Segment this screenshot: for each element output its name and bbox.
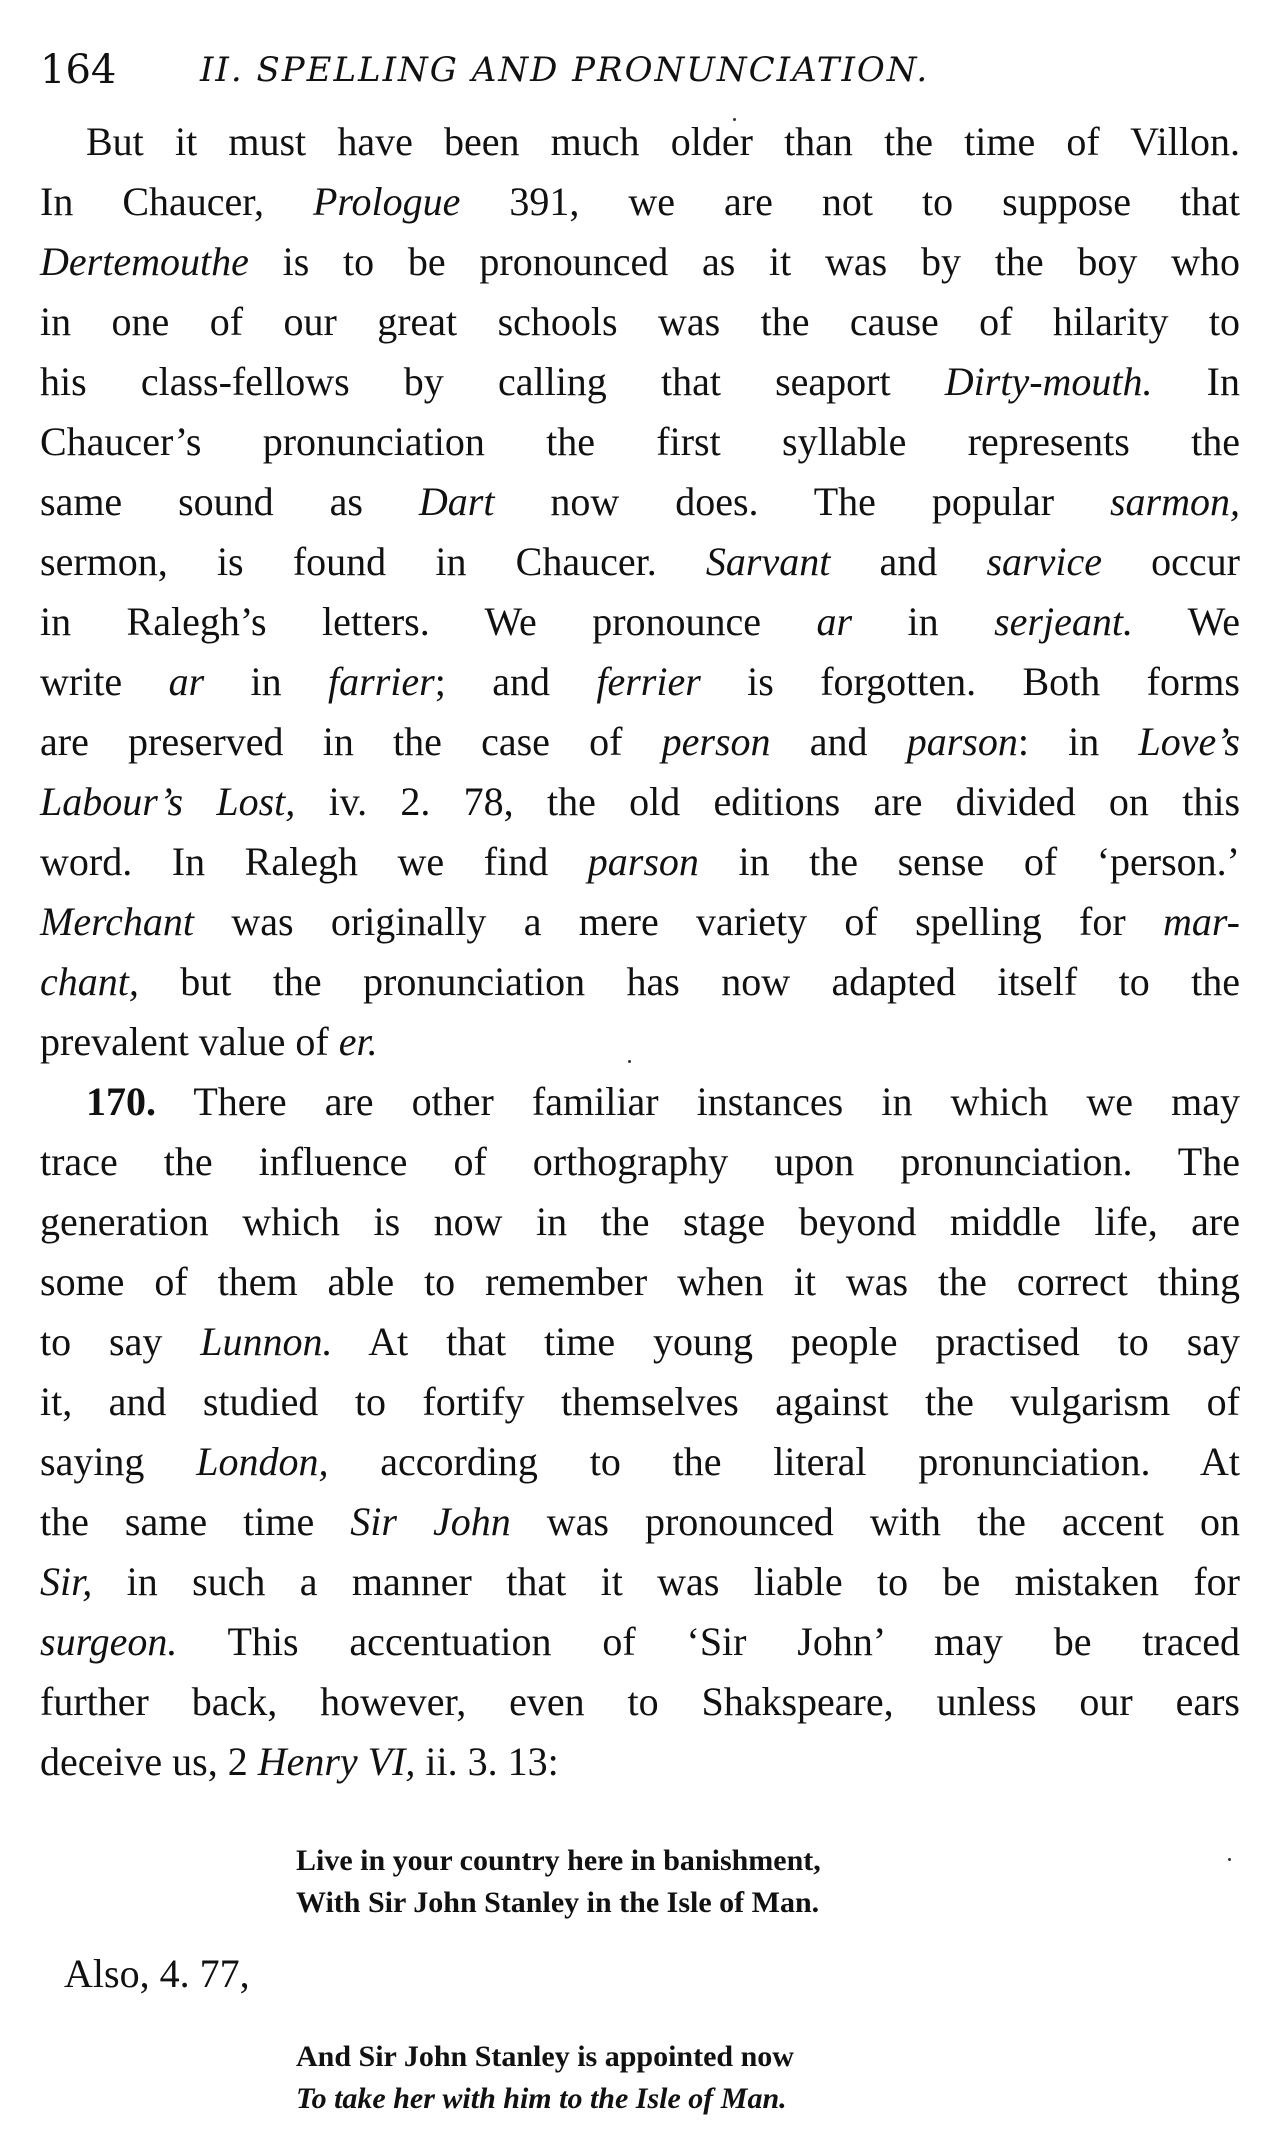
text-run: now does. The popular xyxy=(494,479,1110,524)
italic-run: Love’s xyxy=(1138,719,1240,764)
speck xyxy=(1228,1858,1231,1861)
text-run: 391, we are not to suppose that xyxy=(460,179,1241,224)
verse-quote-1 xyxy=(296,1840,1096,1924)
text-run: At that time young people practised to say xyxy=(332,1319,1241,1364)
italic-run: surgeon. xyxy=(40,1619,178,1664)
page-number: 164 xyxy=(40,47,117,93)
text-line xyxy=(40,1192,1240,1252)
text-run: further back, however, even to Shakspeare, unless our ears xyxy=(40,1679,1240,1724)
section-number: 170. xyxy=(86,1079,156,1124)
body-text xyxy=(40,112,1240,1792)
text-line xyxy=(40,172,1240,232)
text-run: in xyxy=(204,659,329,704)
text-run: Chaucer’s pronunciation the first syllable represents the xyxy=(40,419,1240,464)
italic-run: London, xyxy=(196,1439,329,1484)
text-run: and xyxy=(770,719,907,764)
verse-line: With Sir John Stanley in the Isle of Man. xyxy=(296,1886,820,1919)
italic-run: Dirty-mouth. xyxy=(944,359,1153,404)
italic-run: Sir John xyxy=(350,1499,511,1544)
text-line xyxy=(40,1612,1240,1672)
text-run: same sound as xyxy=(40,479,419,524)
verse-line: Live in your country here in banishment, xyxy=(296,1844,821,1877)
text-run: is to be pronounced as it was by the boy who xyxy=(248,239,1240,284)
text-line xyxy=(40,1672,1240,1732)
text-line xyxy=(40,292,1240,352)
text-line xyxy=(40,1132,1240,1192)
text-run: are preserved in the case of xyxy=(40,719,662,764)
text-run: some of them able to remember when it was the correct thing xyxy=(40,1259,1240,1304)
text-run: in Ralegh’s letters. We pronounce xyxy=(40,599,817,644)
text-line xyxy=(40,712,1240,772)
text-line xyxy=(40,652,1240,712)
verse-line: And Sir John Stanley is appointed now xyxy=(296,2040,794,2073)
text-run: in the sense of ‘person.’ xyxy=(698,839,1240,884)
italic-run: Sarvant xyxy=(705,539,831,584)
text-run: but the pronunciation has now adapted itself to the xyxy=(138,959,1240,1004)
text-run: But it must have been much older than the time of Villon. xyxy=(86,119,1240,164)
italic-run: farrier xyxy=(328,659,435,704)
text-run: word. In Ralegh we find xyxy=(40,839,588,884)
italic-run: Merchant xyxy=(40,899,195,944)
running-title: II. SPELLING AND PRONUNCIATION. xyxy=(200,50,930,90)
italic-run: Prologue xyxy=(313,179,461,224)
text-line xyxy=(40,1252,1240,1312)
text-run: deceive us, 2 xyxy=(40,1739,258,1784)
text-line xyxy=(40,472,1240,532)
paragraph xyxy=(40,1072,1240,1792)
italic-run: serjeant. xyxy=(994,599,1133,644)
text-line xyxy=(40,1312,1240,1372)
text-run: This accentuation of ‘Sir John’ may be traced xyxy=(177,1619,1240,1664)
text-line xyxy=(40,1012,1240,1072)
text-line xyxy=(40,1372,1240,1432)
italic-run: mar- xyxy=(1163,899,1240,944)
verse-line: To take her with him to the Isle of Man. xyxy=(296,2082,787,2115)
text-line xyxy=(40,412,1240,472)
text-run: generation which is now in the stage beyond middle life, are xyxy=(40,1199,1240,1244)
text-line xyxy=(40,352,1240,412)
text-line xyxy=(40,772,1240,832)
italic-run: chant, xyxy=(40,959,139,1004)
text-run: the same time xyxy=(40,1499,351,1544)
text-run: in one of our great schools was the cause of hilarity to xyxy=(40,299,1240,344)
text-run: ii. 3. 13: xyxy=(415,1739,559,1784)
text-run: his class-fellows by calling that seaport xyxy=(40,359,945,404)
text-run: In xyxy=(1152,359,1241,404)
text-line xyxy=(40,1432,1240,1492)
text-line xyxy=(40,952,1240,1012)
text-line xyxy=(40,1492,1240,1552)
text-run: saying xyxy=(40,1439,197,1484)
text-line xyxy=(40,112,1240,172)
italic-run: ar xyxy=(816,599,853,644)
also-reference: Also, 4. 77, xyxy=(64,1951,250,1996)
italic-run: Dart xyxy=(418,479,495,524)
italic-run: Lunnon. xyxy=(200,1319,333,1364)
paragraph xyxy=(40,112,1240,1072)
running-header xyxy=(40,40,1240,100)
text-run: to say xyxy=(40,1319,201,1364)
text-run: write xyxy=(40,659,169,704)
text-run: was pronounced with the accent on xyxy=(510,1499,1240,1544)
text-run: was originally a mere variety of spelling for xyxy=(194,899,1164,944)
italic-run: parson xyxy=(587,839,699,884)
text-line xyxy=(40,1732,1240,1792)
italic-run: Dertemouthe xyxy=(40,239,249,284)
text-line xyxy=(40,832,1240,892)
text-run: is forgotten. Both forms xyxy=(700,659,1240,704)
text-run: occur xyxy=(1101,539,1241,584)
text-line xyxy=(40,592,1240,652)
verse-quote-2 xyxy=(296,2036,1096,2120)
italic-run: ar xyxy=(168,659,205,704)
italic-run: parson xyxy=(906,719,1018,764)
text-run: according to the literal pronunciation. At xyxy=(328,1439,1241,1484)
italic-run: Labour’s Lost, xyxy=(40,779,296,824)
text-run: : in xyxy=(1017,719,1139,764)
text-run: We xyxy=(1132,599,1240,644)
text-run: In Chaucer, xyxy=(40,179,313,224)
italic-run: person xyxy=(661,719,771,764)
text-line xyxy=(40,1552,1240,1612)
italic-run: Sir, xyxy=(40,1559,93,1604)
text-line xyxy=(40,232,1240,292)
text-run: in xyxy=(852,599,995,644)
text-run: iv. 2. 78, the old editions are divided on this xyxy=(295,779,1241,824)
italic-run: sarmon, xyxy=(1109,479,1241,524)
text-run: sermon, is found in Chaucer. xyxy=(40,539,706,584)
text-run: trace the influence of orthography upon pronunciation. The xyxy=(40,1139,1240,1184)
text-line xyxy=(40,532,1240,592)
italic-run: Henry VI, xyxy=(257,1739,416,1784)
text-run: and xyxy=(830,539,987,584)
text-run: prevalent value of xyxy=(40,1019,339,1064)
text-line xyxy=(40,892,1240,952)
text-run: There are other familiar instances in which we may xyxy=(156,1079,1240,1124)
text-run: it, and studied to fortify themselves against the vulgarism of xyxy=(40,1379,1240,1424)
italic-run: sarvice xyxy=(986,539,1102,584)
text-line xyxy=(40,1072,1240,1132)
italic-run: ferrier xyxy=(596,659,701,704)
text-run: ; and xyxy=(434,659,597,704)
italic-run: er. xyxy=(338,1019,378,1064)
text-run: in such a manner that it was liable to be mistaken for xyxy=(92,1559,1240,1604)
